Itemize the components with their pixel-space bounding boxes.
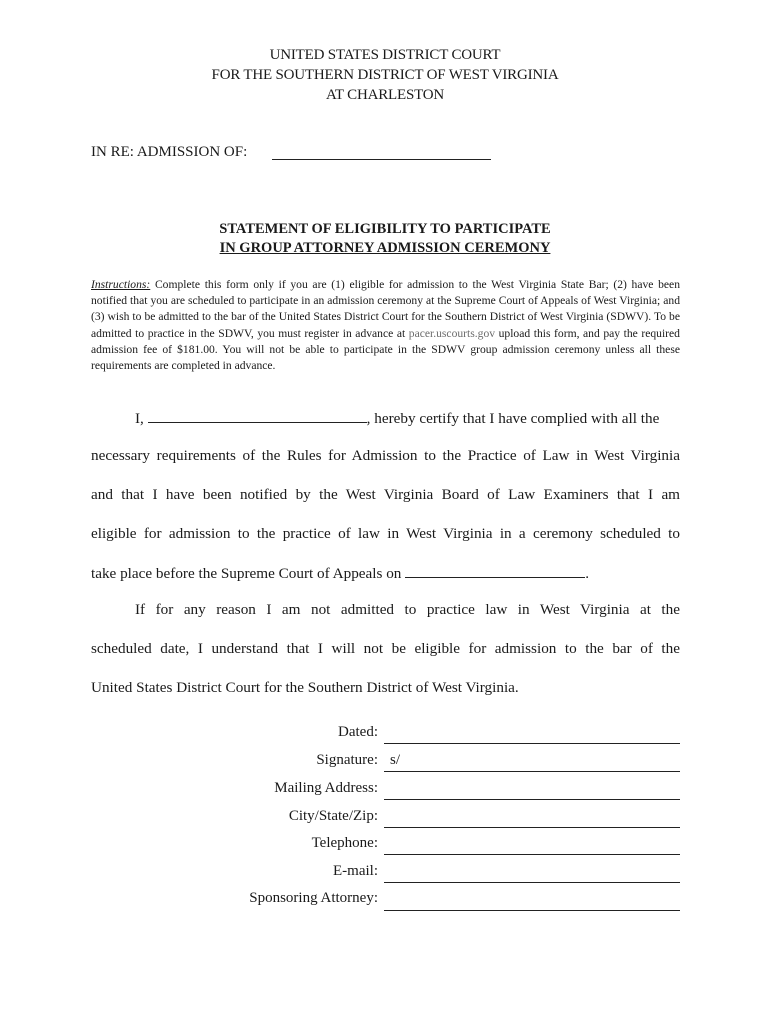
certifier-name-field[interactable]	[148, 408, 367, 423]
cert-line-1	[135, 408, 659, 428]
signature-field[interactable]	[384, 771, 680, 772]
signature-label: Signature:	[316, 752, 378, 768]
telephone-field[interactable]	[384, 854, 680, 855]
court-district: FOR THE SOUTHERN DISTRICT OF WEST VIRGINIA	[211, 67, 559, 83]
court-name: UNITED STATES DISTRICT COURT	[269, 47, 501, 63]
form-title-line1: STATEMENT OF ELIGIBILITY TO PARTICIPATE	[219, 221, 551, 237]
email-label: E-mail:	[333, 863, 378, 879]
dated-field[interactable]	[384, 743, 680, 744]
ceremony-date-field[interactable]	[405, 563, 585, 578]
sponsoring-attorney-label: Sponsoring Attorney:	[249, 890, 378, 906]
instructions-paragraph	[91, 277, 680, 374]
form-title-line2	[0, 240, 770, 257]
dated-label: Dated:	[338, 724, 378, 740]
instructions-lead: Instructions:	[91, 278, 151, 291]
admission-name-field[interactable]	[272, 159, 491, 160]
cert-line-5-text: take place before the Supreme Court of Appeals on	[91, 565, 406, 582]
city-state-zip-field[interactable]	[384, 827, 680, 828]
court-location: AT CHARLESTON	[325, 87, 445, 103]
cert-line-3: and that I have been notified by the West Virginia Board of Law Examiners that I am	[91, 486, 680, 503]
in-re-label: IN RE: ADMISSION OF:	[91, 144, 248, 160]
cert-p2-line-2: scheduled date, I understand that I will not be eligible for admission to the bar of the	[91, 640, 680, 657]
email-field[interactable]	[384, 882, 680, 883]
mailing-address-field[interactable]	[384, 799, 680, 800]
pacer-link[interactable]: pacer.uscourts.gov	[408, 326, 496, 340]
instructions-text-1: Complete this form only if you are (1) eligible for admission to the West Virginia State Bar; (2) have been notified that you are scheduled to participate in an admission ceremony at the Supreme Court of Appeals of West Virginia; and (3) wish to be admitted to the bar of the United States District Court for the Southern District of West Virginia (SDWV). To be admitted to practice in the SDWV, you must register in advance at	[91, 278, 680, 340]
cert-line-1-rest: , hereby certify that I have complied with all the	[366, 410, 660, 427]
signature-value: s/	[390, 752, 401, 768]
cert-line-5-end: .	[585, 565, 589, 582]
instructions-text-2: upload this form, and pay the required admission fee of $181.00. You will not be able to participate in the SDWV group admission ceremony unless all these requirements are completed in advance.	[91, 326, 680, 373]
cert-p2-line-3: United States District Court for the Southern District of West Virginia.	[91, 679, 519, 696]
cert-p2-line-1: If for any reason I am not admitted to practice law in West Virginia at the	[135, 601, 680, 618]
form-title-line2-text: IN GROUP ATTORNEY ADMISSION CEREMONY	[219, 240, 551, 256]
telephone-label: Telephone:	[311, 835, 378, 851]
city-state-zip-label: City/State/Zip:	[288, 808, 378, 824]
cert-line-4: eligible for admission to the practice of law in West Virginia in a ceremony scheduled to	[91, 525, 680, 542]
sponsoring-attorney-field[interactable]	[384, 910, 680, 911]
cert-line-5	[91, 563, 589, 583]
cert-i: I,	[135, 410, 148, 427]
cert-line-2: necessary requirements of the Rules for Admission to the Practice of Law in West Virginia	[91, 447, 680, 464]
mailing-address-label: Mailing Address:	[274, 780, 378, 796]
